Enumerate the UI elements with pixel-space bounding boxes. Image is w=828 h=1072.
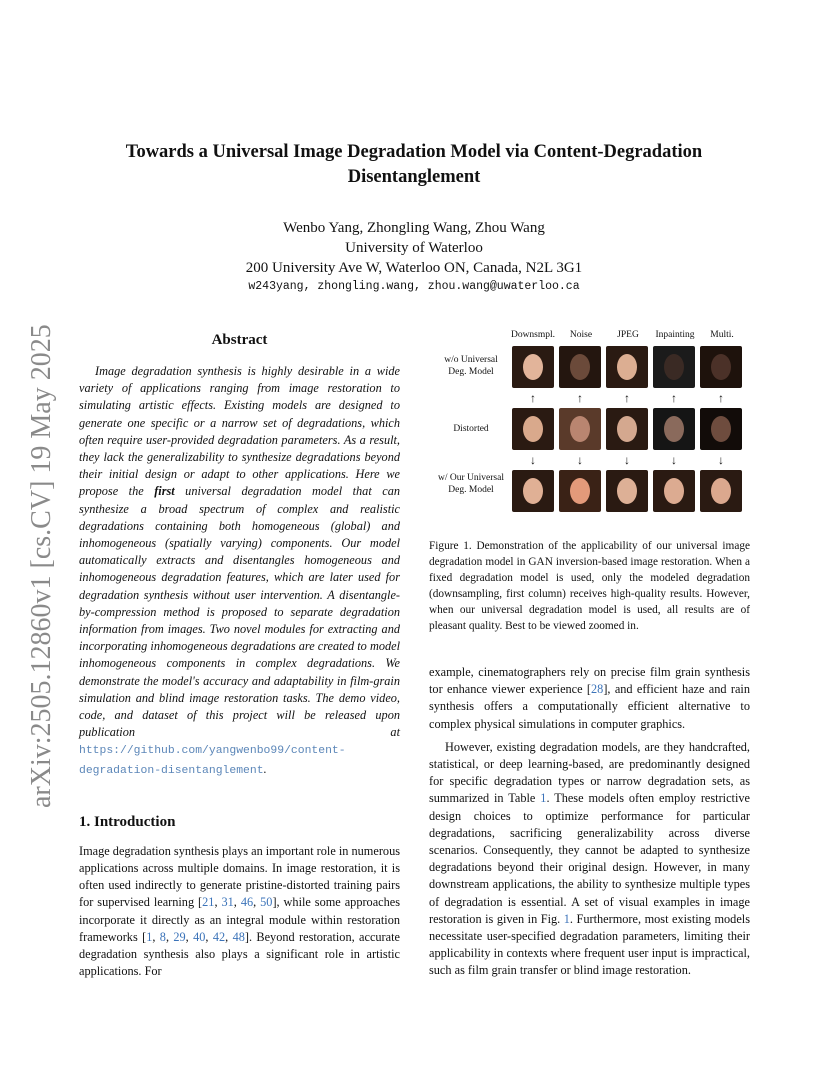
figure-column-header: Inpainting: [655, 330, 695, 340]
down-arrow-icon: ↓: [530, 453, 536, 467]
title-line-1: Towards a Universal Image Degradation Model via Content-Degradation: [125, 142, 703, 162]
address: 200 University Ave W, Waterloo ON, Canada, N2L 3G1: [245, 260, 583, 276]
figure-column-header: Downsmpl.: [510, 330, 556, 340]
face-thumbnail: [653, 346, 695, 388]
title-line-2: Disentanglement: [347, 167, 481, 187]
face-thumbnail: [606, 470, 648, 512]
figure-row-label: w/o Universal Deg. Model: [444, 355, 498, 377]
citation-link[interactable]: 40: [193, 929, 206, 944]
figure-column-header: Multi.: [710, 330, 734, 340]
down-arrow-icon: ↓: [718, 453, 724, 467]
right-paragraph-1: [429, 664, 750, 733]
abstract-end: .: [263, 761, 267, 776]
citation-link[interactable]: 1: [146, 929, 153, 944]
right-column: [429, 330, 750, 980]
citation-link[interactable]: 29: [173, 929, 186, 944]
arxiv-side-stamp: [8, 250, 66, 810]
figure-column-header: JPEG: [617, 330, 639, 340]
face-thumbnail: [512, 346, 554, 388]
right-text-d: . These models often employ restrictive design choices to optimize performance for particular degradations, sacrificing generalizability across diverse scenarios. Consequently, they cannot be adapted to synthesize degradations beyond their original design. However, in many downstream applications, the ability to synthesize multiple types of degradation is essential. A set of visual examples in image restoration is given in Fig.: [429, 791, 750, 926]
citation-link[interactable]: 48: [232, 929, 245, 944]
citation-link[interactable]: 31: [221, 895, 234, 910]
down-arrow-icon: ↓: [671, 453, 677, 467]
face-thumbnail: [559, 346, 601, 388]
up-arrow-icon: ↑: [671, 391, 677, 405]
up-arrow-icon: ↑: [624, 391, 630, 405]
face-thumbnail: [606, 408, 648, 450]
right-text-c: However, existing degradation models, are they handcrafted, statistical, or deep learning-based, are predominantly designed for specific degradation types or narrow degradation sets, as summarized in Table: [429, 739, 750, 806]
right-paragraph-2: [429, 739, 750, 980]
project-url-link[interactable]: https://github.com/yangwenbo99/content-degradation-disentanglement: [79, 745, 346, 777]
intro-paragraph: Image degradation synthesis plays an important role in numerous applications across multiple domains. In image restoration, it is often used indirectly to generate pristine-distorted training pairs for supervised learning [21, 31, 46, 50], while some approaches incorporate it directly as an integral module within restoration frameworks [1, 8, 29, 40, 42, 48]. Beyond restoration, accurate degradation synthesis also plays a significant role in artistic applications. For: [79, 843, 401, 979]
face-thumbnail: [700, 470, 742, 512]
author-block: [90, 218, 738, 278]
citation-link[interactable]: 42: [212, 929, 226, 944]
affiliation: University of Waterloo: [345, 240, 483, 256]
face-thumbnail: [559, 470, 601, 512]
face-thumbnail: [653, 408, 695, 450]
figure-row-label: w/ Our Universal Deg. Model: [438, 473, 504, 495]
figure-column-header: Noise: [569, 330, 593, 340]
face-thumbnail: [700, 346, 742, 388]
author-names: Wenbo Yang, Zhongling Wang, Zhou Wang: [283, 220, 545, 236]
face-thumbnail: [512, 408, 554, 450]
left-column: [79, 332, 400, 981]
face-thumbnail: [512, 470, 554, 512]
author-emails: w243yang, zhongling.wang, zhou.wang@uwaterloo.ca: [248, 280, 580, 293]
abstract-text: [79, 363, 400, 780]
figure-1-caption: Figure 1. Demonstration of the applicability of our universal image degradation model in GAN inversion-based image restoration. When a fixed degradation model is used, only the modeled degradation (downsampling, first column) receives high-quality results. However, when our universal degradation model is used, all results are of pleasant quality. Best to be viewed zoomed in.: [429, 540, 750, 632]
paper-title: [90, 140, 738, 190]
intro-text-a: Image degradation synthesis plays an important role in numerous applications across multiple domains. In image restoration, it is often used indirectly to generate pristine-distorted training pairs for supervised learning [: [79, 843, 401, 910]
table-ref-link[interactable]: 1: [540, 791, 547, 806]
citation-link[interactable]: 28: [591, 682, 604, 697]
citation-link[interactable]: 46: [240, 895, 254, 910]
abstract-part-a: Image degradation synthesis is highly desirable in a wide variety of applications ranging from image restoration to simulating artistic effects. Existing models are designed to generate one specific or a narrow set of degradations, which often require user-provided degradation parameters. As a result, they lack the generalizability to synthesize degradations beyond their initial design or adapt to other applications. Here we propose the: [79, 364, 400, 499]
right-text-e: . Furthermore, most existing models necessitate user-specified degradation parameters, limiting their applicability in contexts where frequent user input is impractical, such as film grain transfer or blind image restoration.: [429, 911, 750, 978]
figure-row-label: Distorted: [453, 424, 489, 434]
up-arrow-icon: ↑: [718, 391, 724, 405]
face-thumbnail: [700, 408, 742, 450]
up-arrow-icon: ↑: [530, 391, 536, 405]
intro-text-b: ], while some approaches incorporate it directly as an integral module within restoration frameworks [: [79, 895, 401, 944]
down-arrow-icon: ↓: [577, 453, 583, 467]
right-text-a: example, cinematographers rely on precise film grain synthesis tor enhance viewer experience [: [429, 665, 750, 697]
face-thumbnail: [606, 346, 648, 388]
intro-text-c: ]. Beyond restoration, accurate degradation synthesis also plays a significant role in artistic applications. For: [79, 929, 400, 979]
face-thumbnail: [559, 408, 601, 450]
face-thumbnail: [653, 470, 695, 512]
abstract-bold-word: first: [154, 484, 175, 499]
abstract-part-b: universal degradation model that can synthesize a broad spectrum of complex and realistic degradations containing both homogeneous (global) and inhomogeneous (spatially varying) components. Our model automatically extracts and disentangles homogeneous and inhomogeneous degradation features, which are later used for degradation synthesis without user intervention. A disentangle-by-compression method is proposed to separate degradation information from images. Two novel modules for extracting and incorporating inhomogeneous degradations are created to model inhomogeneous components in complex degradations. We demonstrate the model's accuracy and adaptability in film-grain simulation and blind image restoration tasks. The demo video, code, and dataset of this project will be released upon publication at: [79, 484, 400, 740]
section-heading-introduction: 1. Introduction: [79, 813, 176, 830]
figure-1-image-grid: [435, 330, 743, 530]
citation-link[interactable]: 8: [159, 929, 166, 944]
up-arrow-icon: ↑: [577, 391, 583, 405]
down-arrow-icon: ↓: [624, 453, 630, 467]
citation-link[interactable]: 21: [202, 895, 215, 910]
citation-link[interactable]: 50: [260, 895, 273, 910]
abstract-heading: Abstract: [211, 332, 268, 348]
arxiv-stamp-text: arXiv:2505.12860v1 [cs.CV] 19 May 2025: [26, 324, 57, 808]
figure-ref-link[interactable]: 1: [563, 911, 570, 926]
right-text-b: ], and efficient haze and rain synthesis offers a computationally efficient alternative to complex physical simulations in computer graphics.: [429, 682, 750, 731]
